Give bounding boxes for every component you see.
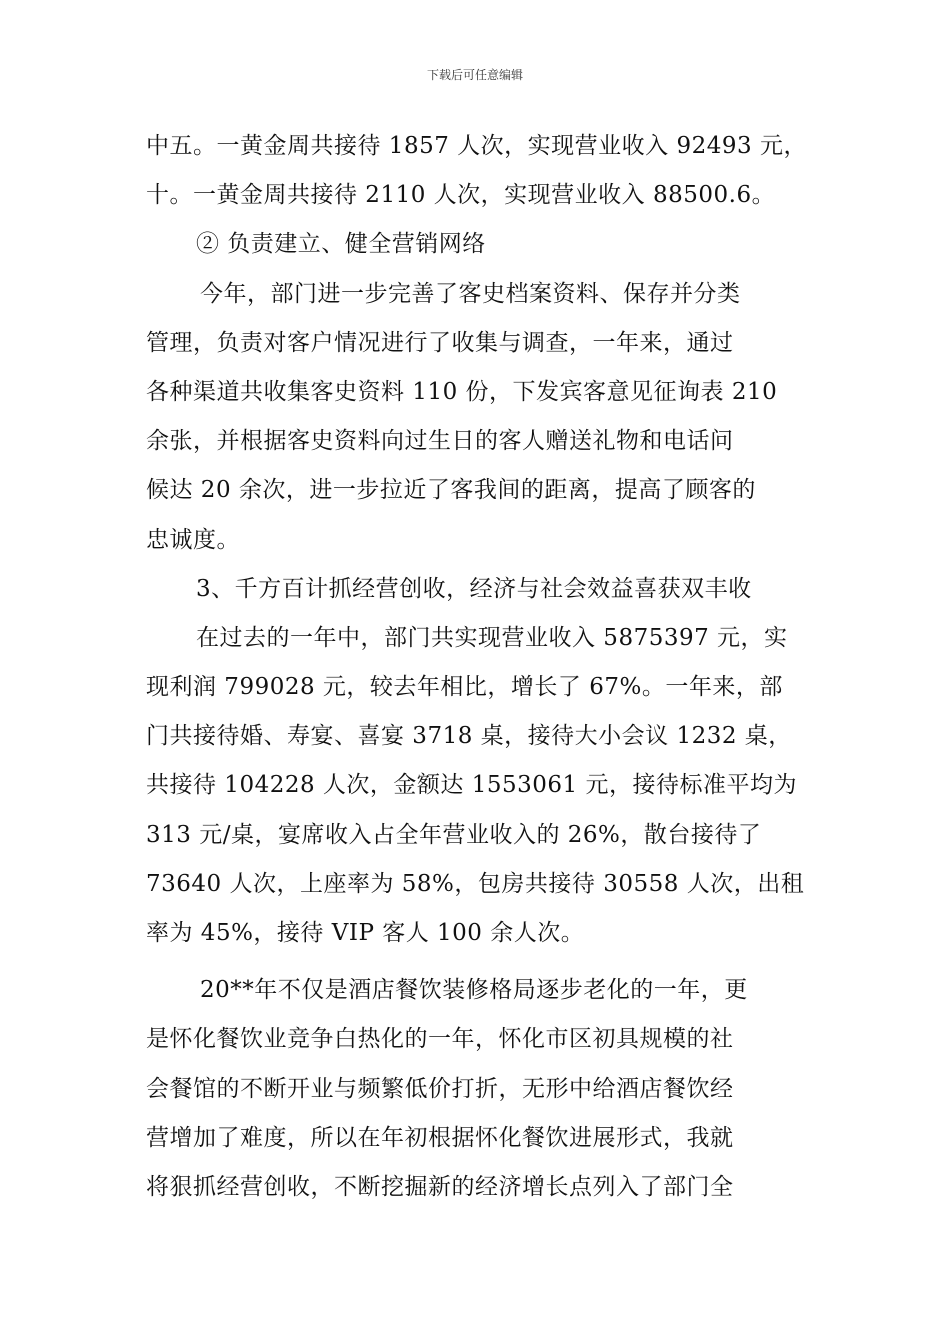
text-line: 73640 人次，上座率为 58%，包房共接待 30558 人次，出租 <box>146 870 805 897</box>
document-body <box>146 122 816 1212</box>
text-line: 忠诚度。 <box>146 526 240 553</box>
paragraph-first-line: 在过去的一年中，部门共实现营业收入 5875397 元，实 <box>196 624 788 651</box>
text-line: 共接待 104228 人次，金额达 1553061 元，接待标准平均为 <box>146 772 797 799</box>
text-line: 现利润 799028 元，较去年相比，增长了 67%。一年来，部 <box>146 674 783 701</box>
text-line: 营增加了难度，所以在年初根据怀化餐饮进展形式，我就 <box>146 1124 734 1151</box>
text-line: 余张，并根据客史资料向过生日的客人赠送礼物和电话问 <box>146 428 734 455</box>
paragraph-first-line: 今年，部门进一步完善了客史档案资料、保存并分类 <box>200 280 741 307</box>
text-line: 候达 20 余次，进一步拉近了客我间的距离，提高了顾客的 <box>146 477 756 504</box>
text-line: 各种渠道共收集客史资料 110 份，下发宾客意见征询表 210 <box>146 378 778 405</box>
paragraph-gap <box>146 958 816 966</box>
text-line: 中五。一黄金周共接待 1857 人次，实现营业收入 92493 元， <box>146 133 807 159</box>
text-line: 将狠抓经营创收，不断挖掘新的经济增长点列入了部门全 <box>146 1173 734 1200</box>
page-header-note: 下载后可任意编辑 <box>426 68 523 82</box>
text-line: 十。一黄金周共接待 2110 人次，实现营业收入 88500.6。 <box>146 182 776 209</box>
text-line: 率为 45%，接待 VIP 客人 100 余人次。 <box>146 920 585 946</box>
text-line: 管理，负责对客户情况进行了收集与调查，一年来，通过 <box>146 329 734 356</box>
text-line: 会餐馆的不断开业与频繁低价打折，无形中给酒店餐饮经 <box>146 1075 734 1102</box>
text-line: 门共接待婚、寿宴、喜宴 3718 桌，接待大小会议 1232 桌， <box>146 723 792 750</box>
paragraph-first-line: 20**年不仅是酒店餐饮装修格局逐步老化的一年，更 <box>200 977 748 1004</box>
text-line: 313 元/桌，宴席收入占全年营业收入的 26%，散台接待了 <box>146 821 762 848</box>
section-heading: 3、千方百计抓经营创收，经济与社会效益喜获双丰收 <box>196 575 752 602</box>
section-heading: ② 负责建立、健全营销网络 <box>196 231 486 258</box>
text-line: 是怀化餐饮业竞争白热化的一年，怀化市区初具规模的社 <box>146 1026 734 1053</box>
